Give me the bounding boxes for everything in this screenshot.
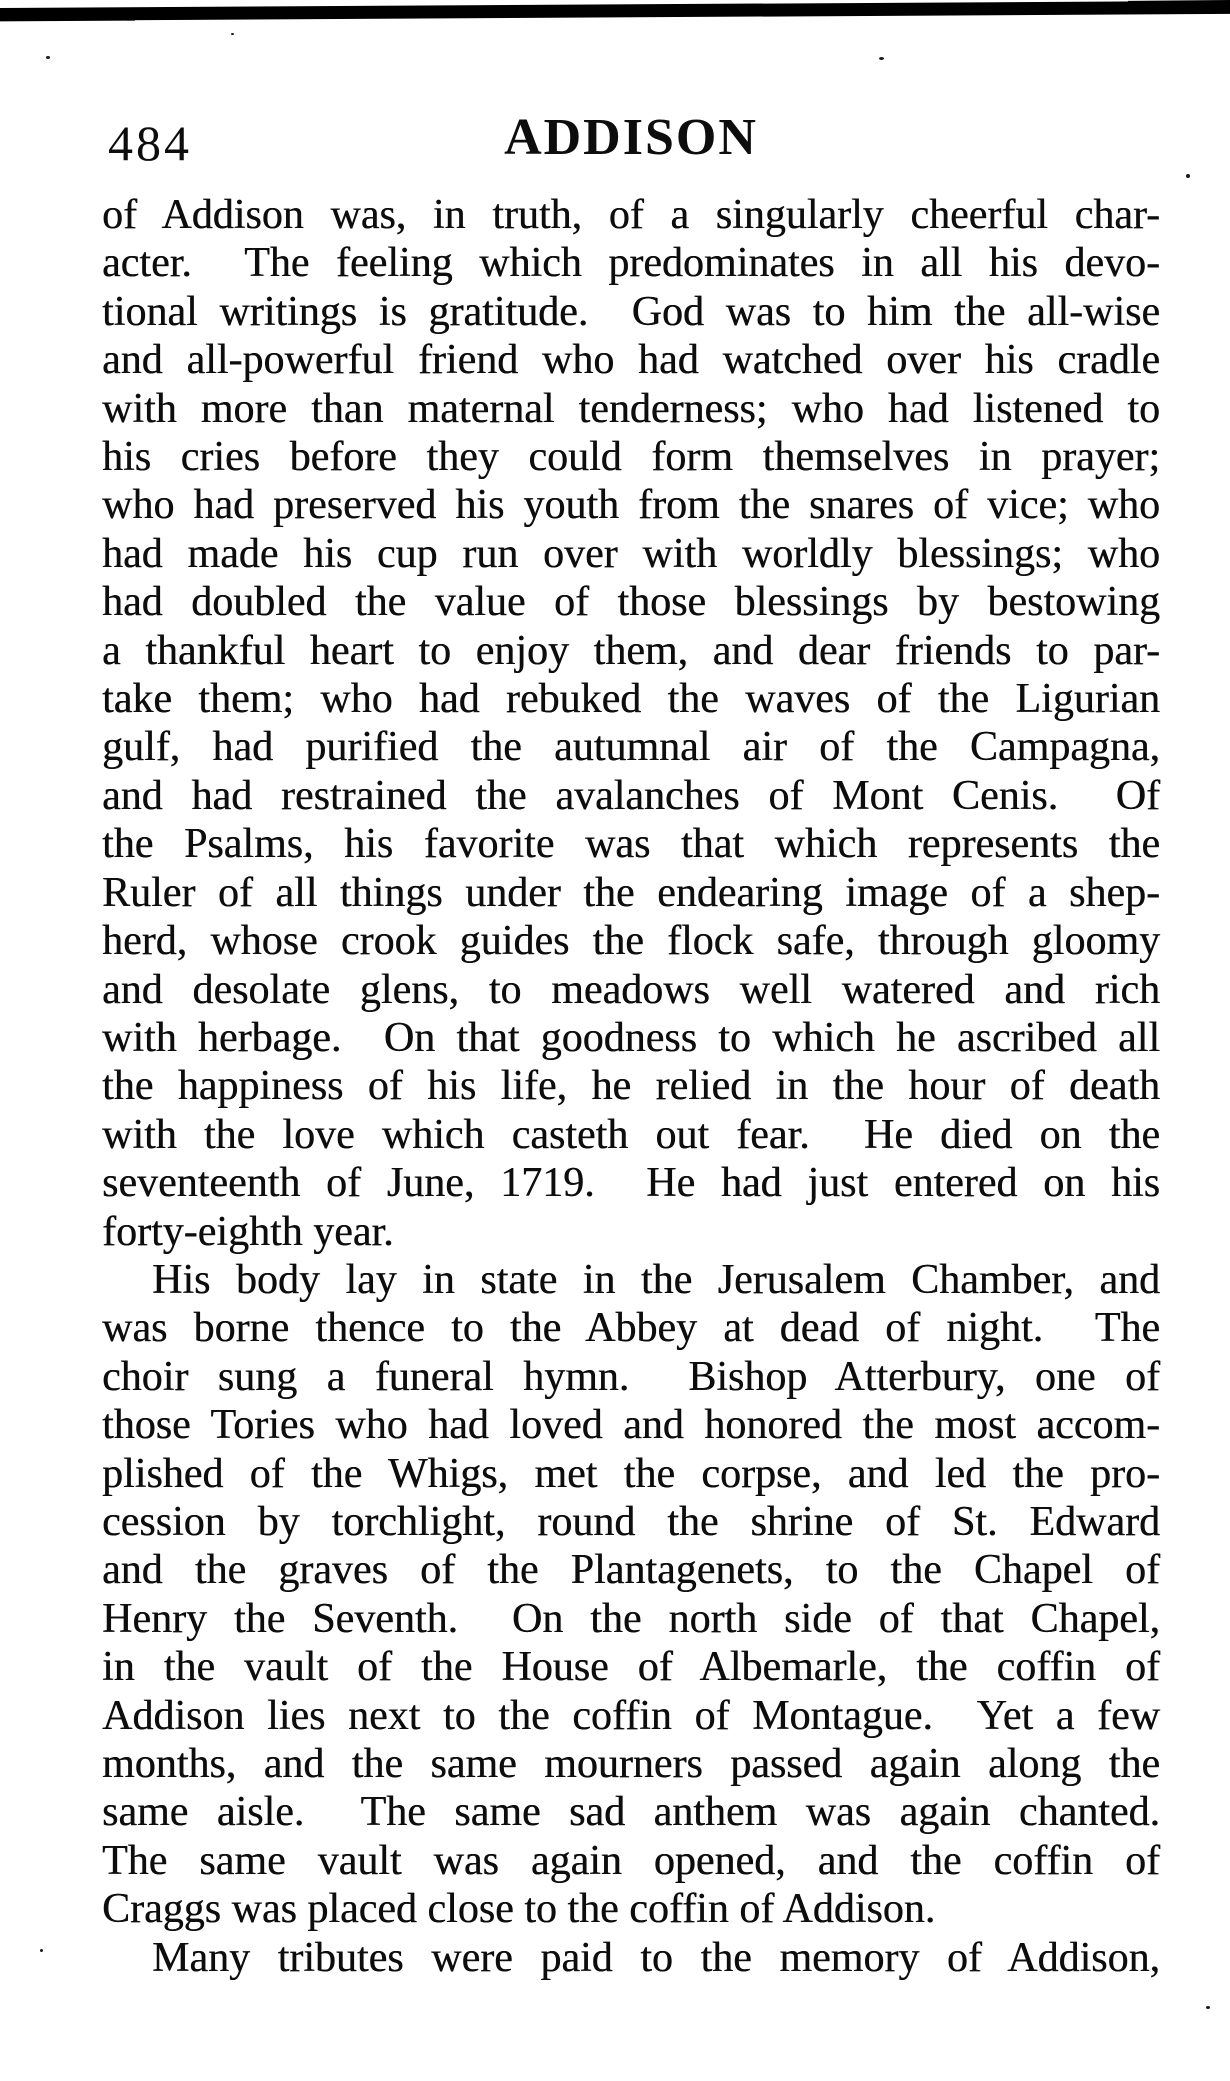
text-line: Craggs was placed close to the coffin of Addison. <box>102 1886 936 1933</box>
text-line: Addison lies next to the coffin of Montague. Yet a few <box>102 1692 1160 1739</box>
scan-speck <box>1186 174 1190 178</box>
text-line: tional writings is gratitude. God was to him the all-wise <box>102 288 1160 335</box>
text-line: was borne thence to the Abbey at dead of night. The <box>102 1305 1160 1352</box>
paragraph <box>102 1934 1160 1982</box>
text-line: choir sung a funeral hymn. Bishop Atterbury, one of <box>102 1353 1160 1400</box>
text-line: a thankful heart to enjoy them, and dear friends to par- <box>102 627 1160 674</box>
text-line: seventeenth of June, 1719. He had just entered on his <box>102 1160 1160 1207</box>
text-line: cession by torchlight, round the shrine of St. Edward <box>102 1498 1160 1545</box>
text-line: who had preserved his youth from the snares of vice; who <box>102 482 1160 529</box>
scan-speck <box>40 1949 43 1952</box>
scan-speck <box>879 57 884 60</box>
text-line: had made his cup run over with worldly blessings; who <box>102 530 1160 577</box>
text-line: with the love which casteth out fear. He died on the <box>102 1111 1160 1158</box>
text-line: and the graves of the Plantagenets, to the Chapel of <box>102 1547 1160 1594</box>
text-line: in the vault of the House of Albemarle, the coffin of <box>102 1644 1160 1691</box>
scan-speck <box>46 56 50 59</box>
text-line: and desolate glens, to meadows well watered and rich <box>102 966 1160 1013</box>
text-line: had doubled the value of those blessings by bestowing <box>102 579 1160 626</box>
text-line: the Psalms, his favorite was that which represents the <box>102 821 1160 868</box>
text-line: gulf, had purified the autumnal air of the Campagna, <box>102 724 1160 771</box>
text-line: with herbage. On that goodness to which he ascribed all <box>102 1014 1160 1061</box>
paragraph <box>102 191 1160 1256</box>
text-line: same aisle. The same sad anthem was again chanted. <box>102 1789 1160 1836</box>
text-line: Ruler of all things under the endearing image of a shep- <box>102 869 1160 916</box>
text-line: herd, whose crook guides the flock safe, through gloomy <box>102 918 1160 965</box>
running-title: ADDISON <box>504 109 758 166</box>
scan-speck <box>231 33 234 35</box>
text-line: his cries before they could form themselves in prayer; <box>102 434 1160 481</box>
page-number: 484 <box>108 115 192 171</box>
scan-artifact-bar-left-cap <box>0 13 135 22</box>
scan-artifact-bar-right-cap <box>1128 0 1230 13</box>
text-line: take them; who had rebuked the waves of the Ligurian <box>102 676 1160 723</box>
text-line: and had restrained the avalanches of Mont Cenis. Of <box>102 772 1160 819</box>
scan-speck <box>1206 2006 1210 2009</box>
text-line: months, and the same mourners passed again along the <box>102 1741 1160 1787</box>
text-line: with more than maternal tenderness; who had listened to <box>102 385 1160 432</box>
paragraph <box>102 1256 1160 1934</box>
text-line: Henry the Seventh. On the north side of that Chapel, <box>102 1595 1160 1642</box>
text-line: those Tories who had loved and honored the most accom- <box>102 1402 1160 1449</box>
text-line: The same vault was again opened, and the coffin of <box>102 1837 1160 1884</box>
text-line: the happiness of his life, he relied in the hour of death <box>102 1063 1160 1110</box>
text-line: His body lay in state in the Jerusalem Chamber, and <box>152 1256 1160 1303</box>
text-line: and all-powerful friend who had watched over his cradle <box>102 337 1160 384</box>
text-line: plished of the Whigs, met the corpse, and led the pro- <box>102 1450 1160 1497</box>
body-text <box>102 191 1160 1982</box>
text-line: forty-eighth year. <box>102 1208 394 1255</box>
text-line: Many tributes were paid to the memory of Addison, <box>152 1934 1160 1981</box>
text-line: acter. The feeling which predominates in all his devo- <box>102 240 1160 287</box>
text-line: of Addison was, in truth, of a singularly cheerful char- <box>102 192 1160 238</box>
scan-artifact-top-bar <box>0 1 1230 21</box>
